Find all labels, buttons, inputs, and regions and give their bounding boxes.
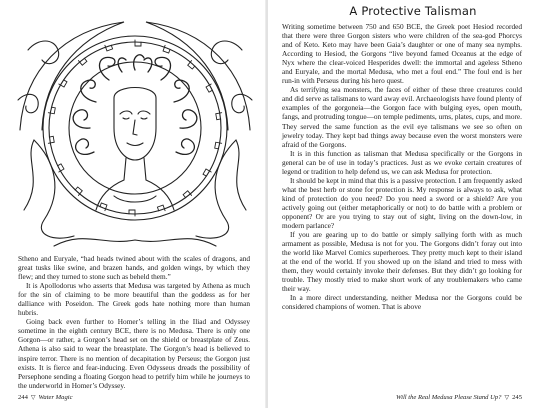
right-page bbox=[268, 0, 536, 408]
section-title: A Protective Talisman bbox=[349, 4, 477, 18]
triangle-ornament-icon: ▽ bbox=[504, 395, 510, 401]
running-head: Will the Real Medusa Please Stand Up? bbox=[396, 394, 502, 401]
body-paragraph: It is in this function as talisman that Medusa specifically or the Gorgons in general can be of use in today’s practices. Just as we evoke certain creatures of legend or tradition to help defend us, we can ask Medusa for protection. bbox=[282, 148, 522, 176]
body-paragraph: As terrifying sea monsters, the faces of either of these three creatures could and did serve as talismans to ward away evil. Archaeologists have found plenty of examples of the gorgoneia—the Gorgon face with bulging eyes, open mouth, fangs, and protruding tongue—on temple pediments, urns, plates, cups, and more. They served the same function as the evil eye talismans we see so often on jewelry today. They kept bad things away because even the worst monsters were afraid of the Gorgons. bbox=[282, 85, 522, 149]
page-number: 245 bbox=[512, 394, 522, 401]
body-paragraph: In a more direct understanding, neither Medusa nor the Gorgons could be considered champions of women. That is above bbox=[282, 293, 522, 312]
right-page-footer bbox=[396, 394, 522, 401]
triangle-ornament-icon: ▽ bbox=[30, 395, 36, 401]
body-paragraph: Going back even further to Homer’s telling in the Iliad and Odyssey sometime in the eighth century BCE, there is no Medusa. There is only one Gorgon—or rather, a Gorgon’s head set on the shield or breastplate of Zeus. Athena is also said to wear the breastplate. The Gorgon’s head is believed to inspire terror. There is no mention of decapitation by Perseus; the Gorgon just exists. It is fierce and fear-inducing. Even Odysseus dreads the possibility of Persephone sending a floating Gorgon head to petrify him while he journeys to the underworld in Homer’s Odyssey. bbox=[18, 317, 250, 390]
medusa-illustration bbox=[14, 10, 256, 250]
right-page-body bbox=[282, 22, 522, 312]
body-paragraph: It is Apollodorus who asserts that Medusa was targeted by Athena as much for the sin of claiming to be more beautiful than the goddess as for her dalliance with Poseidon. The Greek gods hate nothing more than human hubris. bbox=[18, 281, 250, 318]
page-number: 244 bbox=[18, 394, 28, 401]
left-page-body bbox=[18, 254, 250, 390]
left-page bbox=[0, 0, 266, 408]
left-page-footer bbox=[18, 394, 73, 401]
running-head: Water Magic bbox=[38, 394, 73, 401]
body-paragraph: It should be kept in mind that this is a passive protection. I am frequently asked what the best herb or stone for protection is. My response is always to ask, what kind of protection do you need? Do you need a sword or a shield? Are you actively going out (either metaphorically or not) to do battle with a problem or opponent? Or are you trying to stay out of sight, living on the down-low, in modern parlance? bbox=[282, 175, 522, 231]
body-paragraph: Writing sometime between 750 and 650 BCE, the Greek poet Hesiod recorded that there were three Gorgon sisters who were children of the sea-god Phorcys and of Keto. Keto may have been Gaia’s daughter or one of many sea nymphs. According to Hesiod, the Gorgons “live beyond famed Oceanus at the edge of Nyx where the clear-voiced Hesperides dwell: the immortal and ageless Stheno and Euryale, and the mortal Medusa, who met a foul end.” The foul end is her run-in with Perseus during his hero quest. bbox=[282, 22, 522, 86]
body-paragraph: If you are gearing up to do battle or simply sallying forth with as much armament as possible, Medusa is not for you. The Gorgons didn’t foray out into the world like Marvel Comics superheroes. They pretty much kept to their island at the end of the world. If you showed up on the island and tried to mess with them, they would certainly invoke their defenses. But they didn’t go looking for trouble. They mostly tried to make short work of any troublemakers who came their way. bbox=[282, 230, 522, 294]
body-paragraph: Stheno and Euryale, “had heads twined about with the scales of dragons, and great tusks like swine, and brazen hands, and golden wings, by which they flew; and they turned to stone such as beheld them.” bbox=[18, 254, 250, 282]
